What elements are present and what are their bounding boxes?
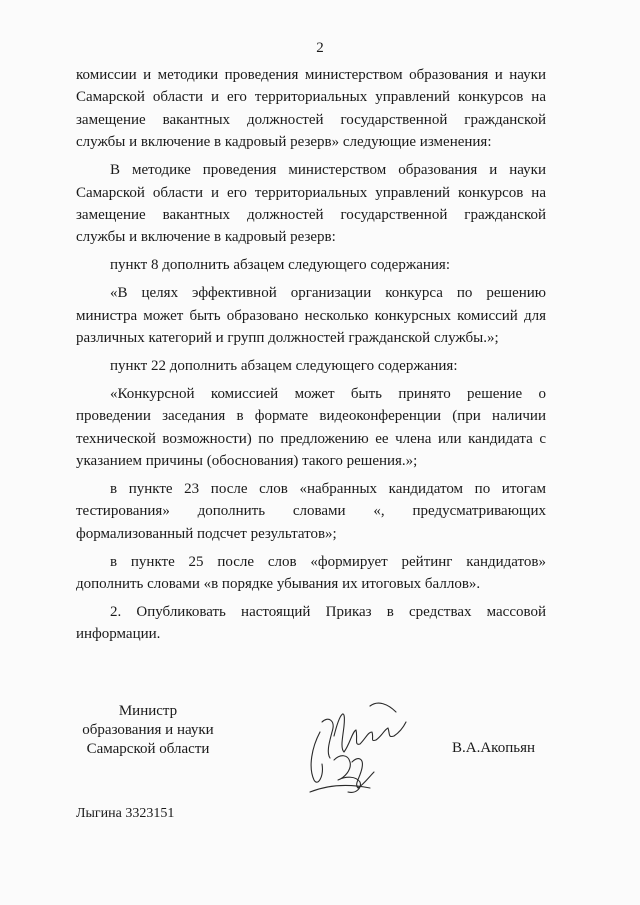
paragraph-9: 2. Опубликовать настоящий Приказ в средствах массовой информации. xyxy=(76,603,546,643)
position-line: Самарской области xyxy=(86,741,210,757)
signer-name: В.А.Акопьян xyxy=(452,740,535,756)
page-number: 2 xyxy=(316,40,324,56)
paragraph-8: в пункте 25 после слов «формирует рейтинг кандидатов» дополнить словами «в порядке убывания их итоговых баллов». xyxy=(76,553,546,593)
signer-position xyxy=(78,702,218,759)
document-body xyxy=(76,64,546,651)
paragraph-6: «Конкурсной комиссией может быть принято решение о проведении заседания в формате видеоконференции (при наличии технической возможности) по предложению ее члена или кандидата с указанием причины (обоснования) такого решения.»; xyxy=(76,385,546,469)
paragraph-1: комиссии и методики проведения министерством образования и науки Самарской области и его территориальных управлений конкурсов на замещение вакантных должностей государственной гражданской службы и включение в кадровый резерв» следующие изменения: xyxy=(76,67,546,151)
executor-note: Лыгина 3323151 xyxy=(76,806,175,821)
paragraph-4: «В целях эффективной организации конкурса по решению министра может быть образовано несколько конкурсных комиссий для различных категорий и групп должностей гражданской службы.»; xyxy=(76,285,546,346)
position-line: образования и науки xyxy=(82,722,214,738)
paragraph-2: В методике проведения министерством образования и науки Самарской области и его территориальных управлений конкурсов на замещение вакантных должностей государственной гражданской службы и включение в кадровый резерв: xyxy=(76,162,546,246)
signature-block xyxy=(0,702,640,812)
position-line: Министр xyxy=(118,703,178,719)
paragraph-3: пункт 8 дополнить абзацем следующего содержания: xyxy=(110,257,450,274)
paragraph-5: пункт 22 дополнить абзацем следующего содержания: xyxy=(110,357,458,374)
handwritten-signature xyxy=(300,692,420,802)
paragraph-7: в пункте 23 после слов «набранных кандидатом по итогам тестирования» дополнить словами «, предусматривающих формализованный подсчет результатов»; xyxy=(76,480,546,542)
